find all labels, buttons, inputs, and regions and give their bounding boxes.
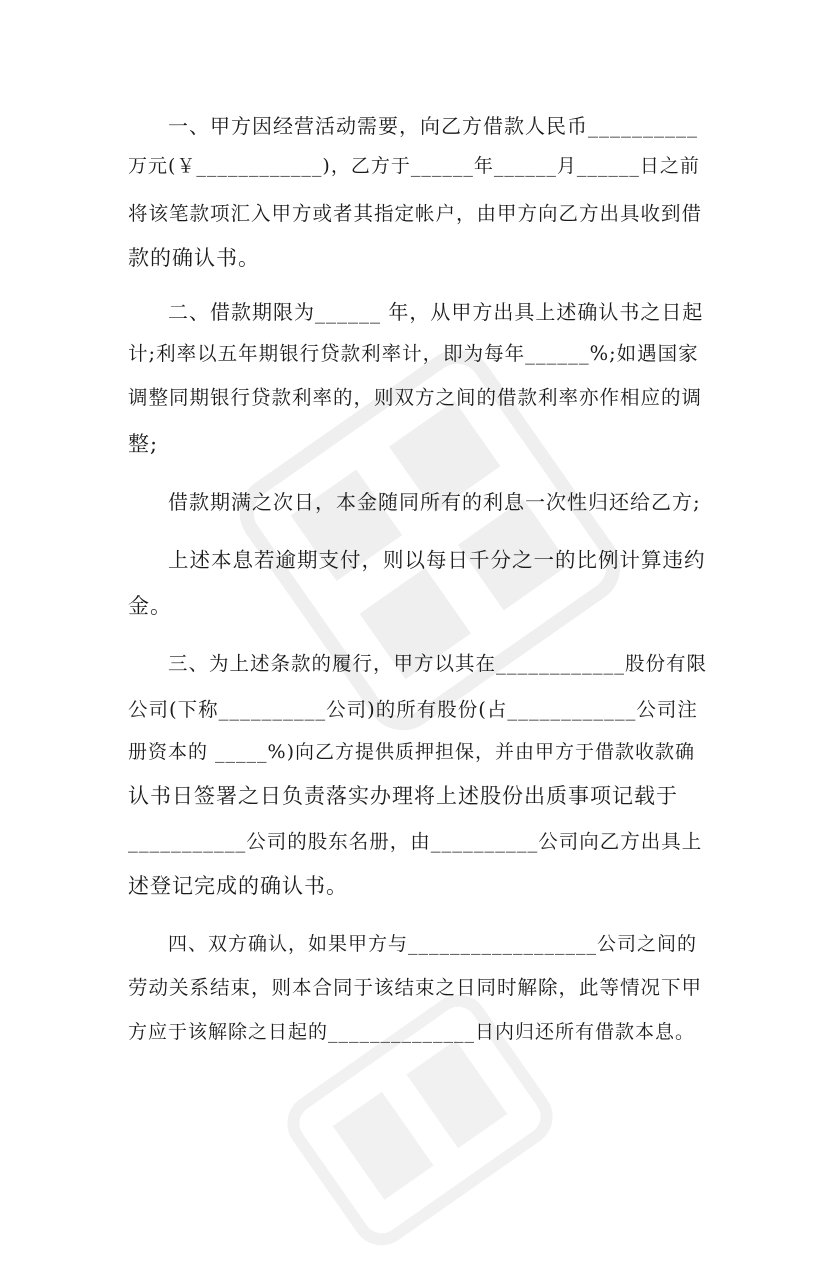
clause-2-line-1: 二、借款期限为______ 年，从甲方出具上述确认书之日起 xyxy=(168,300,704,324)
clause-1-line-4: 款的确认书。 xyxy=(128,246,260,270)
clause-4-line-2: 劳动关系结束，则本合同于该结束之日同时解除，此等情况下甲 xyxy=(128,976,703,999)
clause-3-line-3: 册资本的 _____%)向乙方提供质押担保，并由甲方于借款收款确 xyxy=(128,741,696,763)
clause-1-line-3: 将该笔款项汇入甲方或者其指定帐户，由甲方向乙方出具收到借 xyxy=(128,202,703,225)
clause-3-line-6: 述登记完成的确认书。 xyxy=(128,874,348,898)
clause-2-penalty-line-2: 金。 xyxy=(128,594,172,618)
clause-3-line-1: 三、为上述条款的履行，甲方以其在____________股份有限 xyxy=(168,652,708,675)
clause-1-line-2: 万元(￥____________)，乙方于______年______月______日之前 xyxy=(128,155,700,177)
clause-4-line-3: 方应于该解除之日起的______________日内归还所有借款本息。 xyxy=(128,1021,696,1043)
clause-2-line-2: 计;利率以五年期银行贷款利率计，即为每年______%;如遇国家 xyxy=(128,342,699,365)
clause-4-line-1: 四、双方确认，如果甲方与__________________公司之间的 xyxy=(168,933,698,955)
clause-2-penalty-line-1: 上述本息若逾期支付，则以每日千分之一的比例计算违约 xyxy=(168,548,706,572)
clause-3-line-2: 公司(下称__________公司)的所有股份(占____________公司注 xyxy=(128,698,698,721)
clause-3-line-4: 认书日签署之日负责落实办理将上述股份出质事项记载于 xyxy=(128,784,678,808)
clause-3-line-5: ___________公司的股东名册，由__________公司向乙方出具上 xyxy=(128,830,703,853)
clause-2-line-4: 整; xyxy=(128,432,159,456)
clause-2-line-3: 调整同期银行贷款利率的，则双方之间的借款利率亦作相应的调 xyxy=(128,386,703,409)
clause-1-line-1: 一、甲方因经营活动需要，向乙方借款人民币__________ xyxy=(168,114,698,138)
watermark-stamp-bottom-icon xyxy=(256,964,584,1276)
clause-2-maturity-line: 借款期满之次日，本金随同所有的利息一次性归还给乙方; xyxy=(168,490,701,514)
